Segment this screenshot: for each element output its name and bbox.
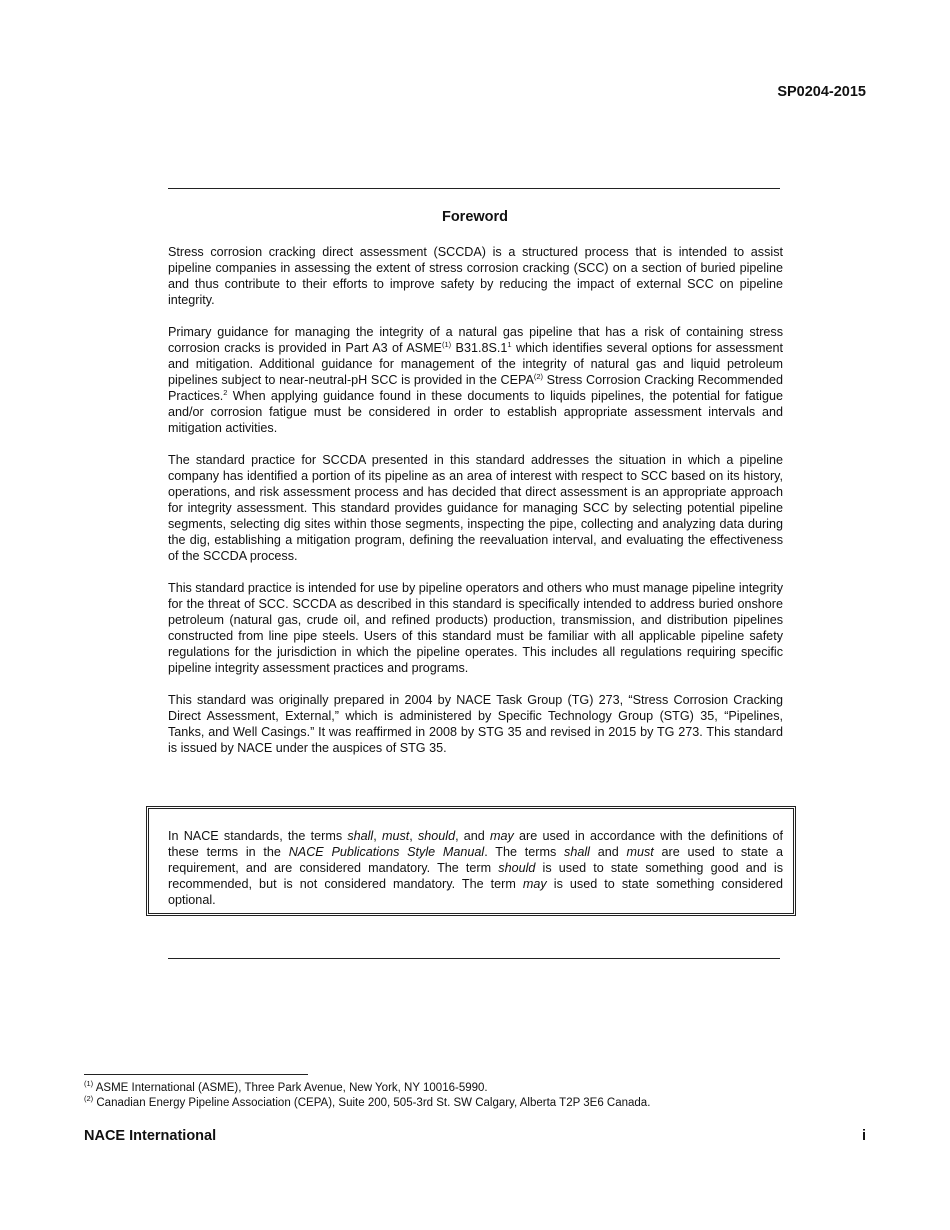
notice-text: , [373, 829, 382, 843]
footnote-text: ASME International (ASME), Three Park Avenue, New York, NY 10016-5990. [93, 1082, 488, 1094]
notice-text: In NACE standards, the terms [168, 829, 348, 843]
notice-text: , [409, 829, 418, 843]
paragraph-5: This standard was originally prepared in 2004 by NACE Task Group (TG) 273, “Stress Corrosion Cracking Direct Assessment, External,” which is administered by Specific Technology Group (STG) 35, “Pipelines, Tanks, and Well Casings.” It was reaffirmed in 2008 by STG 35 and revised in 2015 by TG 273. This standard is issued by NACE under the auspices of STG 35. [168, 693, 783, 755]
footnote-text: Canadian Energy Pipeline Association (CEPA), Suite 200, 505-3rd St. SW Calgary, Alberta T2P 3E6 Canada. [93, 1097, 651, 1109]
paragraph-2 [168, 324, 783, 436]
term-shall: shall [564, 845, 590, 859]
notice-text: , and [455, 829, 491, 843]
notice-text: and [589, 845, 627, 859]
foreword-body [168, 244, 783, 772]
footnote-mark: (1) [84, 1079, 94, 1088]
term-must: must [381, 829, 410, 843]
footer-organization: NACE International [84, 1128, 217, 1144]
paragraph-2-part-c: which identifies several options for assessment and mitigation. Additional guidance for management of the integrity of natural gas and liquid petroleum pipelines subject to near-neutral-pH SCC is provided in the CEPA [168, 341, 783, 387]
top-rule [168, 188, 780, 189]
paragraph-2-part-a: Primary guidance for managing the integrity of a natural gas pipeline that has a risk of containing stress corrosion cracks is provided in Part A3 of ASME [168, 325, 783, 355]
document-id: SP0204-2015 [777, 84, 866, 100]
footnote-2 [84, 1096, 864, 1111]
paragraph-2-part-d: Stress Corrosion Cracking Recommended Practices. [168, 373, 783, 403]
terminology-notice [168, 828, 783, 908]
bottom-rule [168, 958, 780, 959]
term-may: may [522, 877, 547, 891]
paragraph-1: Stress corrosion cracking direct assessment (SCCDA) is a structured process that is intended to assist pipeline companies in assessing the extent of stress corrosion cracking (SCC) on a section of buried pipeline and thus contribute to their efforts to improve safety by reducing the impact of external SCC on pipeline integrity. [168, 245, 783, 307]
notice-text: are used in accordance with the definitions of these terms in the [168, 829, 784, 859]
notice-text: are used to state a requirement, and are considered mandatory. The term [168, 845, 783, 875]
footnotes [84, 1081, 864, 1111]
footnote-separator [84, 1074, 308, 1075]
term-should: should [417, 829, 456, 843]
paragraph-4: This standard practice is intended for use by pipeline operators and others who must manage pipeline integrity for the threat of SCC. SCCDA as described in this standard is specifically intended to address buried onshore petroleum (natural gas, crude oil, and refined products) production, transmission, and distribution pipelines constructed from line pipe steels. Users of this standard must be familiar with all applicable pipeline safety regulations for the jurisdiction in which the pipeline operates. This includes all regulations requiring specific pipeline integrity assessment practices and programs. [168, 581, 783, 675]
footnote-1 [84, 1081, 864, 1096]
footnote-ref-1: (1) [441, 340, 452, 349]
footnote-ref-2: (2) [533, 372, 544, 381]
footnote-mark: (2) [84, 1094, 94, 1103]
reference-2: 2 [223, 388, 228, 397]
style-manual-title: NACE Publications Style Manual [288, 845, 485, 859]
term-shall: shall [347, 829, 374, 843]
paragraph-3: The standard practice for SCCDA presented in this standard addresses the situation in which a pipeline company has identified a portion of its pipeline as an area of interest with respect to SCC based on its history, operations, and risk assessment process and has decided that direct assessment is an appropriate approach for integrity assessment. This standard provides guidance for managing SCC by selecting potential pipeline segments, selecting dig sites within those segments, inspecting the pipe, collecting and analyzing data during the dig, establishing a mitigation program, defining the reevaluation interval, and evaluating the effectiveness of the SCCDA process. [168, 453, 783, 563]
paragraph-2-part-e: When applying guidance found in these documents to liquids pipelines, the potential for fatigue and/or corrosion fatigue must be considered in order to establish appropriate assessment intervals and mitigation activities. [168, 389, 783, 435]
term-may: may [490, 829, 514, 843]
page-number: i [861, 1128, 866, 1144]
reference-1: 1 [507, 340, 512, 349]
paragraph-2-part-b: B31.8S.1 [451, 341, 508, 355]
notice-text: is used to state something considered optional. [168, 877, 783, 907]
term-should: should [498, 861, 536, 875]
notice-text: is used to state something good and is recommended, but is not considered mandatory. The term [168, 861, 783, 891]
term-must: must [626, 845, 654, 859]
page-title: Foreword [441, 209, 509, 225]
notice-text: . The terms [484, 845, 565, 859]
terminology-notice-box [146, 806, 796, 916]
